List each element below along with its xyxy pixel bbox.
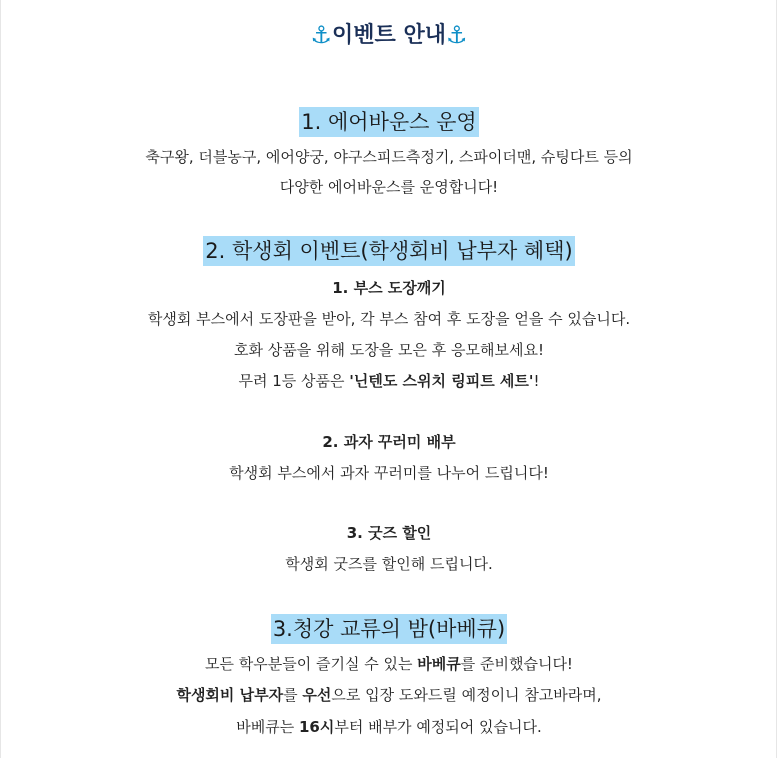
prize-name: '닌텐도 스위치 링피트 세트' — [349, 372, 534, 390]
bbq-line-1-bold: 바베큐 — [417, 655, 461, 673]
page-title-text: 이벤트 안내 — [332, 23, 446, 48]
bbq-line-2 — [0, 684, 778, 706]
subsection-title-goods: 3. 굿즈 할인 — [346, 524, 432, 542]
section-heading-text: 2. 학생회 이벤트(학생회비 납부자 혜택) — [203, 236, 574, 266]
anchor-icon: ⚓ — [310, 21, 333, 49]
stamp-line-1: 학생회 부스에서 도장판을 받아, 각 부스 참여 후 도장을 얻을 수 있습니다. — [147, 310, 631, 328]
section-heading-student-event — [0, 236, 778, 266]
section1-line-1: 축구왕, 더블농구, 에어양궁, 야구스피드측정기, 스파이더맨, 슈팅다트 등의 — [145, 148, 633, 166]
prize-prefix: 무려 1등 상품은 — [238, 372, 350, 390]
section-heading-text: 1. 에어바운스 운영 — [299, 107, 478, 137]
bbq-line-2-bold-2: 우선 — [302, 686, 332, 704]
bbq-line-1 — [0, 653, 778, 675]
stamp-prize-line — [0, 370, 778, 392]
bbq-line-2-bold-1: 학생회비 납부자 — [176, 686, 284, 704]
bbq-line-1-suffix: 를 준비했습니다! — [460, 655, 573, 673]
stamp-line-2: 호화 상품을 위해 도장을 모은 후 응모해보세요! — [234, 341, 544, 359]
bbq-line-3-suffix: 부터 배부가 예정되어 있습니다. — [334, 718, 542, 736]
bbq-line-1-prefix: 모든 학우분들이 즐기실 수 있는 — [205, 655, 418, 673]
subsection-title-snack: 2. 과자 꾸러미 배부 — [322, 433, 456, 451]
section-heading-text: 3.청강 교류의 밤(바베큐) — [271, 614, 507, 644]
anchor-icon: ⚓ — [445, 21, 468, 49]
bbq-line-2-suffix: 으로 입장 도와드릴 예정이니 참고바라며, — [331, 686, 602, 704]
section-heading-bbq — [0, 614, 778, 644]
section-heading-airbounce — [0, 107, 778, 137]
bbq-line-3-prefix: 바베큐는 — [236, 718, 299, 736]
prize-suffix: ! — [533, 372, 540, 390]
bbq-line-3-bold: 16시 — [298, 718, 335, 736]
goods-line-1: 학생회 굿즈를 할인해 드립니다. — [285, 555, 493, 573]
page-title — [0, 17, 778, 54]
bbq-line-3 — [0, 716, 778, 738]
section1-line-2: 다양한 에어바운스를 운영합니다! — [279, 178, 499, 196]
subsection-title-stamp: 1. 부스 도장깨기 — [332, 279, 446, 297]
snack-line-1: 학생회 부스에서 과자 꾸러미를 나누어 드립니다! — [229, 464, 549, 482]
bbq-line-2-mid: 를 — [283, 686, 303, 704]
